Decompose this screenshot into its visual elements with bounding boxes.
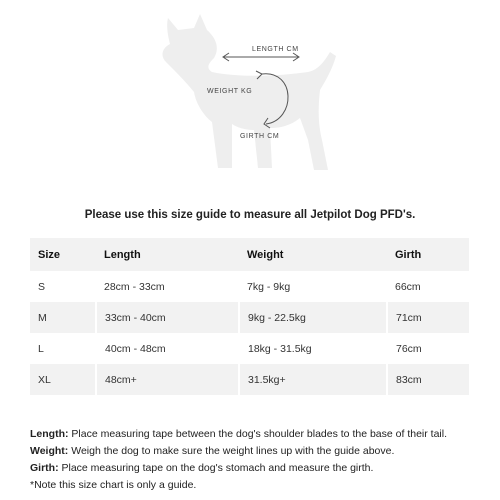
girth-label: GIRTH CM (240, 133, 280, 140)
cell-weight: 18kg - 31.5kg (239, 333, 387, 364)
cell-girth: 76cm (387, 333, 469, 364)
dog-measurement-diagram (0, 0, 500, 190)
note-term: Weight: (30, 445, 69, 457)
weight-label: WEIGHT KG (207, 88, 253, 95)
cell-weight: 31.5kg+ (239, 364, 387, 395)
cell-girth: 71cm (387, 302, 469, 333)
table-header-row (30, 238, 469, 271)
note-weight (30, 443, 490, 460)
cell-girth: 66cm (395, 280, 421, 293)
cell-length: 33cm - 40cm (96, 302, 239, 333)
cell-size: XL (38, 373, 51, 386)
note-text: Place measuring tape between the dog's shoulder blades to the base of their tail. (68, 428, 447, 440)
size-guide-headline: Please use this size guide to measure all Jetpilot Dog PFD's. (84, 209, 416, 221)
cell-length: 48cm+ (96, 364, 239, 395)
header-weight: Weight (247, 248, 284, 261)
cell-length: 40cm - 48cm (96, 333, 239, 364)
table-row (30, 302, 469, 333)
note-term: Length: (30, 428, 69, 440)
cell-weight: 9kg - 22.5kg (239, 302, 387, 333)
cell-size: M (38, 311, 47, 324)
header-size: Size (38, 248, 61, 261)
measurement-notes (30, 426, 490, 494)
note-girth (30, 460, 490, 477)
size-chart-table (30, 238, 469, 395)
cell-size: S (38, 280, 46, 293)
note-text: *Note this size chart is only a guide. (30, 479, 197, 491)
table-row (30, 271, 469, 302)
table-row (30, 333, 469, 364)
note-term: Girth: (30, 462, 59, 474)
note-text: Place measuring tape on the dog's stomach and measure the girth. (58, 462, 374, 474)
cell-girth: 83cm (387, 364, 469, 395)
header-length: Length (104, 248, 141, 261)
cell-size: L (38, 342, 44, 355)
note-disclaimer (30, 477, 490, 494)
dog-silhouette-icon (0, 0, 500, 190)
header-girth: Girth (395, 248, 422, 261)
table-row (30, 364, 469, 395)
cell-length: 28cm - 33cm (104, 280, 165, 293)
note-length (30, 426, 490, 443)
note-text: Weigh the dog to make sure the weight lines up with the guide above. (68, 445, 395, 457)
cell-weight: 7kg - 9kg (247, 280, 291, 293)
length-label: LENGTH CM (252, 46, 299, 53)
